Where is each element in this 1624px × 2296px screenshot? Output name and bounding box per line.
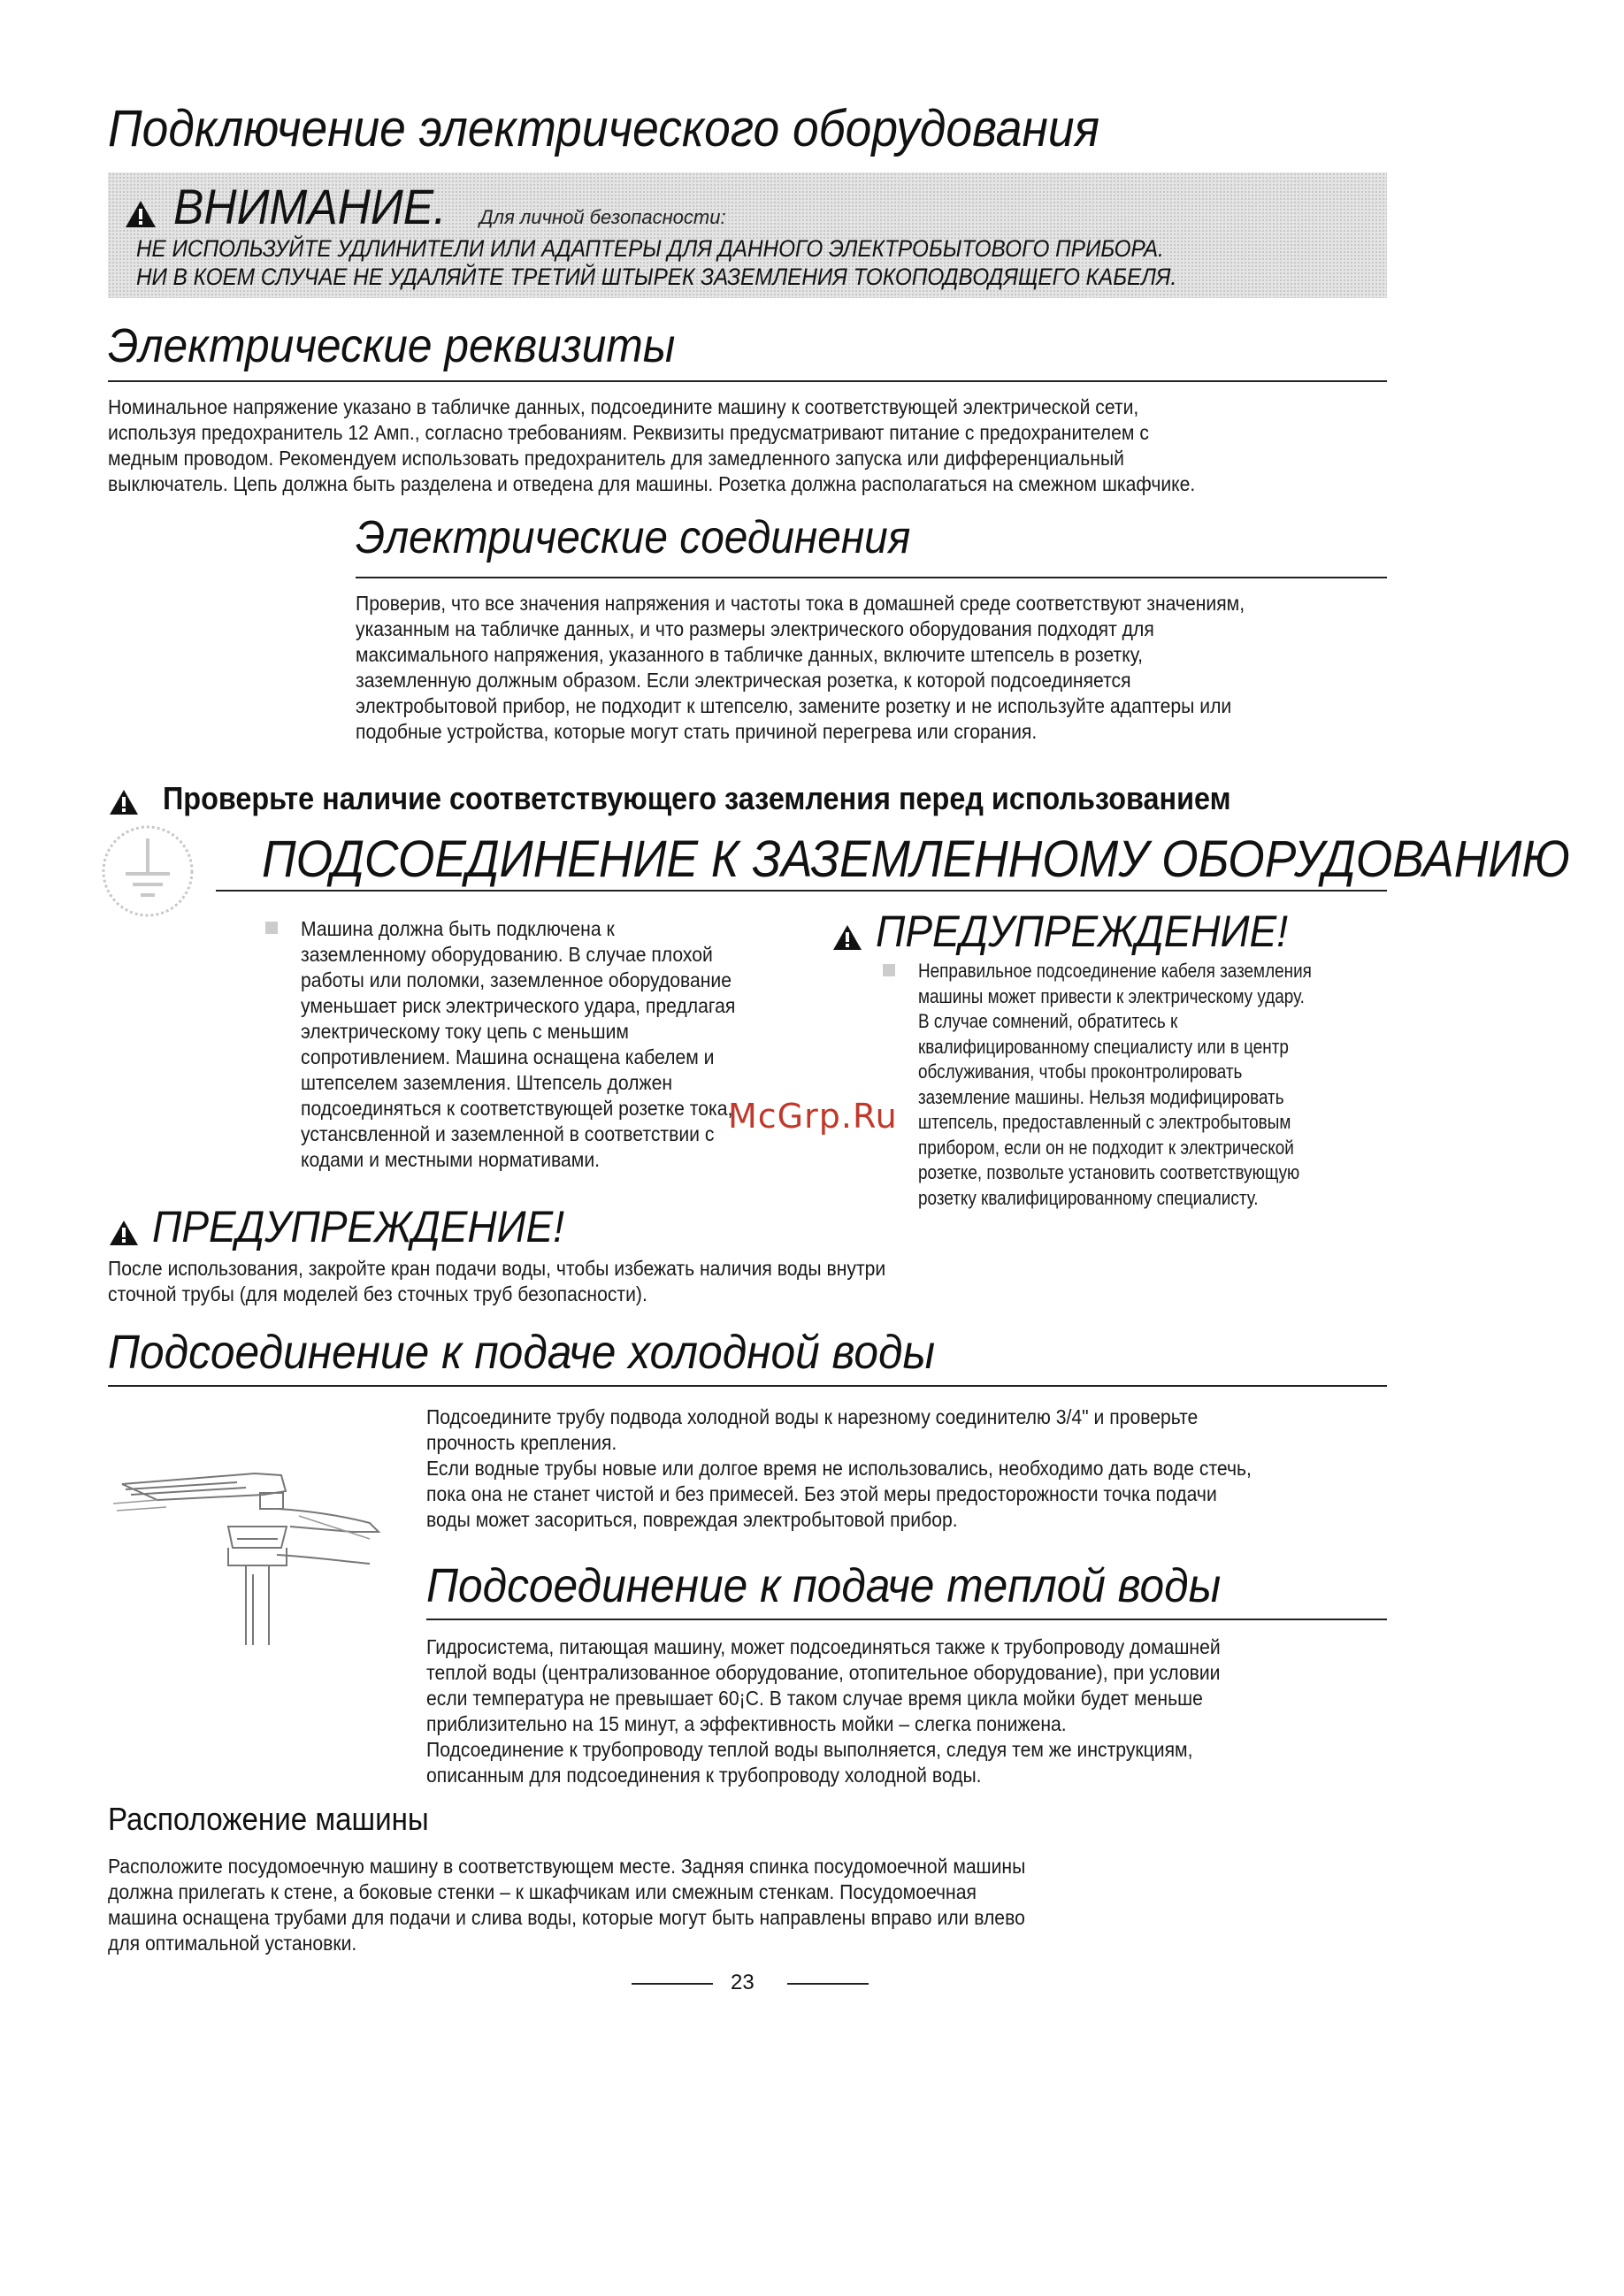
warning-triangle-icon [108, 788, 140, 816]
ground-symbol-icon [99, 823, 196, 920]
electrical-requirements-text: Номинальное напряжение указано в табличке данных, подсоедините машину к соответствующей электрической сети, используя предохранитель 12 Амп., согласно требованиям. Реквизиты предусматривают питание с предохранителем с медным проводом. Рекомендуем использовать предохранитель для замедленного запуска или дифференциальный выключатель. Цепь должна быть разделена и отведена для машины. Розетка должна располагаться на смежном шкафчике. [108, 395, 1196, 495]
watermark: McGrp.Ru [728, 1097, 898, 1136]
faucet-illustration [104, 1459, 405, 1645]
divider [108, 380, 1387, 382]
bullet-square-icon [265, 922, 278, 934]
divider [426, 1619, 1387, 1620]
warning-left-heading: ПРЕДУПРЕЖДЕНИЕ! [108, 1201, 601, 1252]
page-number-right-dash [787, 1983, 869, 1985]
warning-triangle-icon [124, 199, 157, 229]
attention-sub: Для личной безопасности: [479, 206, 726, 228]
grounding-check: Проверьте наличие соответствующего заземления перед использованием [108, 780, 1350, 817]
attention-line-2: НИ В КОЕМ СЛУЧАЕ НЕ УДАЛЯЙТЕ ТРЕТИЙ ШТЫРЕК ЗАЗЕМЛЕНИЯ ТОКОПОДВОДЯЩЕГО КАБЕЛЯ. [136, 264, 1177, 290]
warning-triangle-icon [108, 1219, 140, 1247]
warm-water-text: Гидросистема, питающая машину, может подсоединяться также к трубопроводу домашней теплой воды (централизованное оборудование, отопительное оборудование), при условии если температура не превышает 60¡С. В таком случае время цикла мойки будет меньше приблизительно на 15 минут, а эффективность мойки – слегка понижена. Подсоединение к трубопроводу теплой воды выполняется, следуя тем же инструкциям, описанным для подсоединения к трубопроводу холодной воды. [426, 1635, 1221, 1787]
warm-water-heading: Подсоединение к подаче теплой воды [426, 1559, 1222, 1612]
bullet-square-icon [883, 964, 895, 976]
electrical-connections-heading: Электрические соединения [356, 512, 911, 563]
attention-line-1: НЕ ИСПОЛЬЗУЙТЕ УДЛИНИТЕЛИ ИЛИ АДАПТЕРЫ ДЛЯ ДАННОГО ЭЛЕКТРОБЫТОВОГО ПРИБОРА. [136, 235, 1164, 262]
electrical-requirements-heading: Электрические реквизиты [108, 319, 676, 372]
cold-water-heading: Подсоединение к подаче холодной воды [108, 1326, 936, 1379]
warning-left-text: После использования, закройте кран подачи воды, чтобы избежать наличия воды внутри сточной трубы (для моделей без сточных труб безопасности). [108, 1257, 886, 1305]
divider [216, 890, 1387, 892]
page-number: 23 [731, 1971, 755, 1994]
warning-triangle-icon [831, 923, 863, 952]
warning-right-heading: ПРЕДУПРЕЖДЕНИЕ! [831, 906, 1324, 957]
page-number-left-dash [632, 1983, 713, 1985]
electrical-connections-text: Проверив, что все значения напряжения и частоты тока в домашней среде соответствуют значениям, указанным на табличке данных, и что размеры электрического оборудования подходят для максимального напряжения, указанного в табличке данных, включите штепсель в розетку, заземленную должным образом. Если электрическая розетка, к которой подсоединяется электробытовой прибор, не подходит к штепселю, замените розетку и не используйте адаптеры или подобные устройства, которые могут стать причиной перегрева или сгорания. [356, 592, 1245, 743]
warning-right-text: Неправильное подсоединение кабеля заземления машины может привести к электрическому удару. В случае сомнений, обратитесь к квалифицированному специалисту или в центр обслуживания, чтобы проконтролировать заземление машины. Нельзя модифицировать штепсель, предоставленный с электробытовым прибором, если он не подходит к электрической розетке, позвольте установить соответствующую розетку квалифицированному специалисту. [918, 960, 1312, 1209]
attention-box [108, 172, 1387, 298]
divider [108, 1385, 1387, 1387]
grounded-connection-text: Машина должна быть подключена к заземленному оборудованию. В случае плохой работы или поломки, заземленное оборудование уменьшает риск электрического удара, предлагая электрическому току цепь с меньшим сопротивлением. Машина оснащена кабелем и штепселем заземления. Штепсель должен подсоединяться к соответствующей розетке тока, устансвленной и заземленной в соответствии с кодами и местными нормативами. [301, 917, 736, 1171]
placement-heading: Расположение машины [108, 1801, 429, 1837]
grounded-connection-heading: ПОДСОЕДИНЕНИЕ К ЗАЗЕМЛЕННОМУ ОБОРУДОВАНИЮ [262, 830, 1570, 888]
divider [356, 577, 1387, 578]
cold-water-text: Подсоедините трубу подвода холодной воды к нарезному соединителю 3/4" и проверьте прочность крепления. Если водные трубы новые или долгое время не использовались, необходимо дать воде стечь, пока она не станет чистой и без примесей. Без этой меры предосторожности точка подачи воды может засориться, повреждая электробытовой прибор. [426, 1405, 1252, 1531]
page-title: Подключение электрического оборудования [108, 100, 1100, 157]
placement-text: Расположите посудомоечную машину в соответствующем месте. Задняя спинка посудомоечной машины должна прилегать к стене, а боковые стенки – к шкафчикам или смежным стенкам. Посудомоечная машина оснащена трубами для подачи и слива воды, которые могут быть направлены вправо или влево для оптимальной установки. [108, 1855, 1026, 1955]
attention-heading: ВНИМАНИЕ. [173, 179, 447, 234]
